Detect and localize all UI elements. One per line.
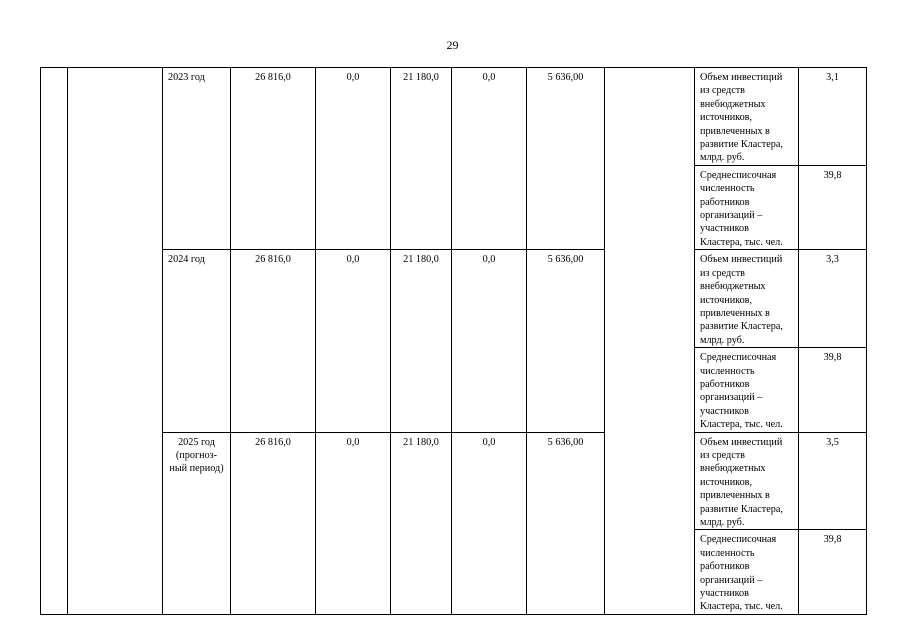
total-cell: 26 816,0: [231, 68, 316, 250]
executor-cell: [605, 68, 695, 615]
year-cell: 2025 год (прогноз-ный период): [163, 432, 231, 614]
total-cell: 26 816,0: [231, 250, 316, 432]
indicator-value-cell: 39,8: [799, 165, 867, 249]
indicator-value-cell: 3,1: [799, 68, 867, 166]
year-cell: 2023 год: [163, 68, 231, 250]
local-budget-cell: 0,0: [452, 68, 527, 250]
local-budget-cell: 0,0: [452, 250, 527, 432]
extrabudgetary-cell: 5 636,00: [527, 68, 605, 250]
page-number: 29: [446, 38, 459, 52]
indicator-name-cell: Среднесписочная численность работников организаций – участников Кластера, тыс. чел.: [695, 348, 799, 432]
table-row: [41, 250, 867, 348]
extrabudgetary-cell: 5 636,00: [527, 432, 605, 614]
program-table: [40, 67, 867, 615]
indicator-value-cell: 3,3: [799, 250, 867, 348]
indicator-value-cell: 3,5: [799, 432, 867, 530]
activity-name-cell: [68, 68, 163, 615]
indicator-value-cell: 39,8: [799, 530, 867, 614]
regional-budget-cell: 21 180,0: [391, 68, 452, 250]
number-cell: [41, 68, 68, 615]
federal-budget-cell: 0,0: [316, 68, 391, 250]
indicator-name-cell: Объем инвестиций из средств внебюджетных источников, привлеченных в развитие Кластера, млрд. руб.: [695, 250, 799, 348]
regional-budget-cell: 21 180,0: [391, 432, 452, 614]
federal-budget-cell: 0,0: [316, 432, 391, 614]
indicator-name-cell: Объем инвестиций из средств внебюджетных источников, привлеченных в развитие Кластера, млрд. руб.: [695, 432, 799, 530]
indicator-name-cell: Среднесписочная численность работников организаций – участников Кластера, тыс. чел.: [695, 530, 799, 614]
extrabudgetary-cell: 5 636,00: [527, 250, 605, 432]
total-cell: 26 816,0: [231, 432, 316, 614]
table-row: [41, 68, 867, 166]
table-row: [41, 432, 867, 530]
indicator-name-cell: Объем инвестиций из средств внебюджетных источников, привлеченных в развитие Кластера, млрд. руб.: [695, 68, 799, 166]
indicator-value-cell: 39,8: [799, 348, 867, 432]
federal-budget-cell: 0,0: [316, 250, 391, 432]
year-cell: 2024 год: [163, 250, 231, 432]
regional-budget-cell: 21 180,0: [391, 250, 452, 432]
indicator-name-cell: Среднесписочная численность работников организаций – участников Кластера, тыс. чел.: [695, 165, 799, 249]
local-budget-cell: 0,0: [452, 432, 527, 614]
